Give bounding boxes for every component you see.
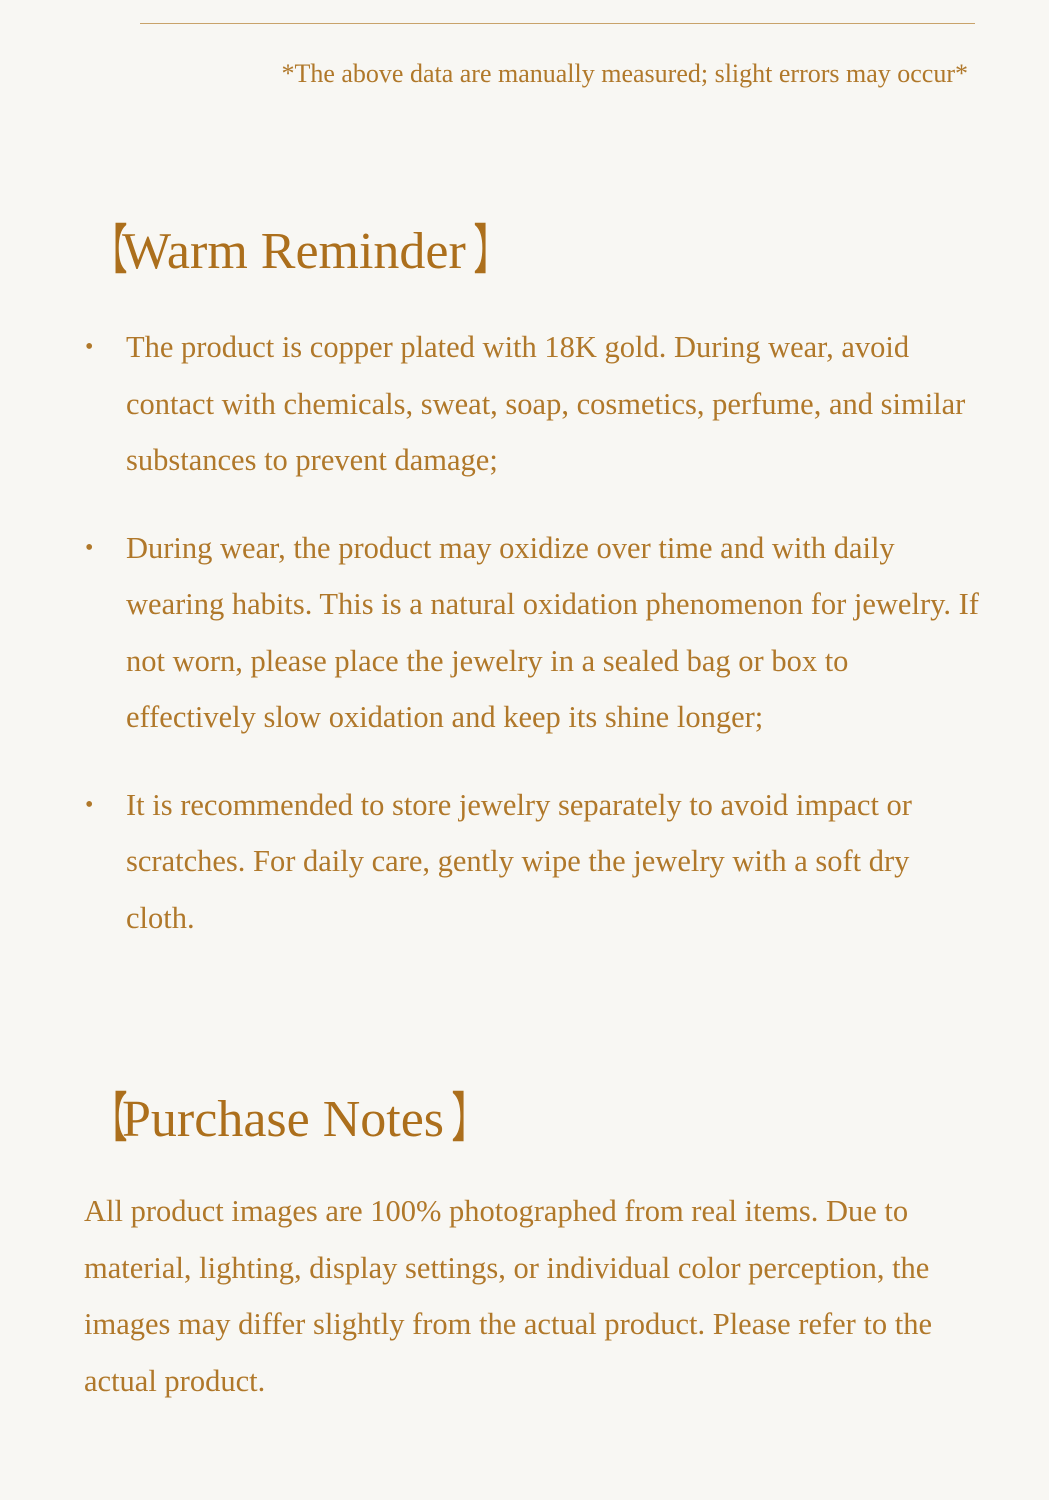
heading-bracket-open: 【 <box>98 1091 127 1148</box>
list-item <box>85 319 985 489</box>
list-item-text: It is recommended to store jewelry separately to avoid impact or scratches. For daily care, gently wipe the jewelry with a soft dry cloth. <box>126 787 912 935</box>
warm-reminder-heading <box>92 221 503 283</box>
purchase-notes-body: All product images are 100% photographed from real items. Due to material, lighting, display settings, or individual color perception, the images may differ slightly from the actual product. Please refer to the actual product. <box>84 1194 933 1398</box>
heading-bracket-close: 】 <box>474 223 503 280</box>
list-item <box>85 520 985 746</box>
heading-bracket-close: 】 <box>452 1091 481 1148</box>
warm-reminder-list <box>85 319 985 977</box>
bullet-icon: • <box>85 791 94 818</box>
list-item-text: The product is copper plated with 18K gold. During wear, avoid contact with chemicals, sweat, soap, cosmetics, perfume, and similar substances to prevent damage; <box>126 330 966 477</box>
bullet-icon: • <box>85 334 94 360</box>
purchase-notes-title: Purchase Notes <box>122 1091 445 1148</box>
top-divider <box>140 23 975 24</box>
list-item <box>85 777 985 947</box>
bullet-icon: • <box>85 534 94 561</box>
measurement-disclaimer: *The above data are manually measured; slight errors may occur* <box>281 59 968 88</box>
heading-bracket-open: 【 <box>98 223 127 280</box>
list-item-text: During wear, the product may oxidize over time and with daily wearing habits. This is a natural oxidation phenomenon for jewelry. If not worn, please place the jewelry in a sealed bag or box to effectively slow oxidation and keep its shine longer; <box>126 530 979 734</box>
purchase-notes-heading <box>92 1089 481 1151</box>
warm-reminder-title: Warm Reminder <box>122 223 466 280</box>
